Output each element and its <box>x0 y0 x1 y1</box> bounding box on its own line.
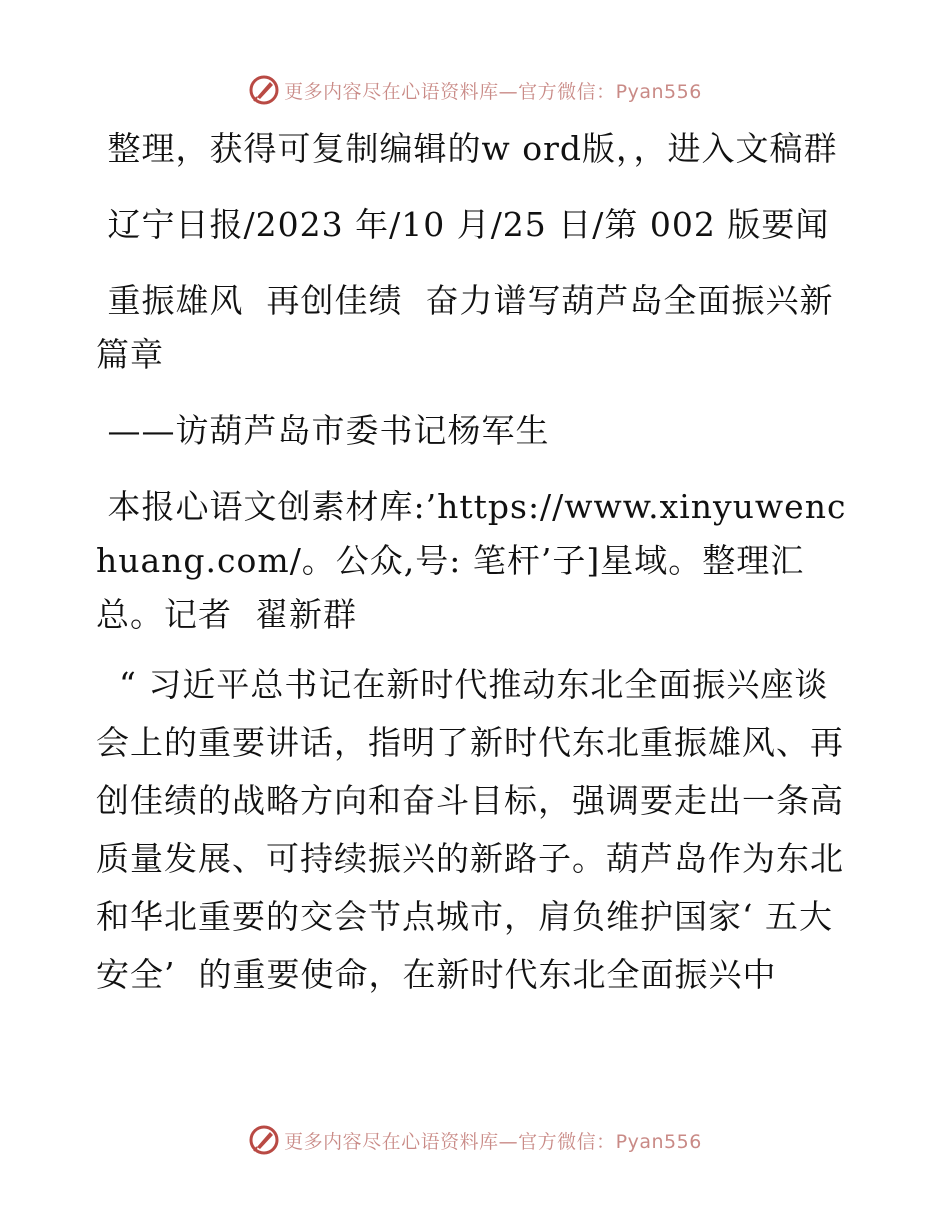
header-watermark <box>0 70 950 110</box>
headline: 重振雄风 再创佳绩 奋力谱写葫芦岛全面振兴新篇章 <box>96 281 834 374</box>
byline: 本报心语文创素材库:’https://www.xinyuwenchuang.com/。公众,号: 笔杆’子]星域。整理汇总。记者 翟新群 <box>96 487 847 634</box>
footer-watermark-text: 更多内容尽在心语资料库—官方微信：Pyan556 <box>284 1130 702 1153</box>
quill-logo-icon <box>248 74 280 106</box>
source-line: 辽宁日报/2023 年/10 月/25 日/第 002 版要闻 <box>96 205 830 244</box>
document-body <box>96 122 856 1004</box>
subtitle: ——访葫芦岛市委书记杨军生 <box>96 411 550 450</box>
footer-watermark <box>0 1120 950 1160</box>
header-watermark-text: 更多内容尽在心语资料库—官方微信：Pyan556 <box>284 80 702 103</box>
intro-line: 整理，获得可复制编辑的w ord版，，进入文稿群 <box>96 129 838 168</box>
quill-logo-icon <box>248 1124 280 1156</box>
article-paragraph: “ 习近平总书记在新时代推动东北全面振兴座谈会上的重要讲话，指明了新时代东北重振雄风、再创佳绩的战略方向和奋斗目标，强调要走出一条高质量发展、可持续振兴的新路子。葫芦岛作为东北和华北重要的交会节点城市，肩负维护国家‘ 五大安全’ 的重要使命，在新时代东北全面振兴中 <box>96 665 844 994</box>
